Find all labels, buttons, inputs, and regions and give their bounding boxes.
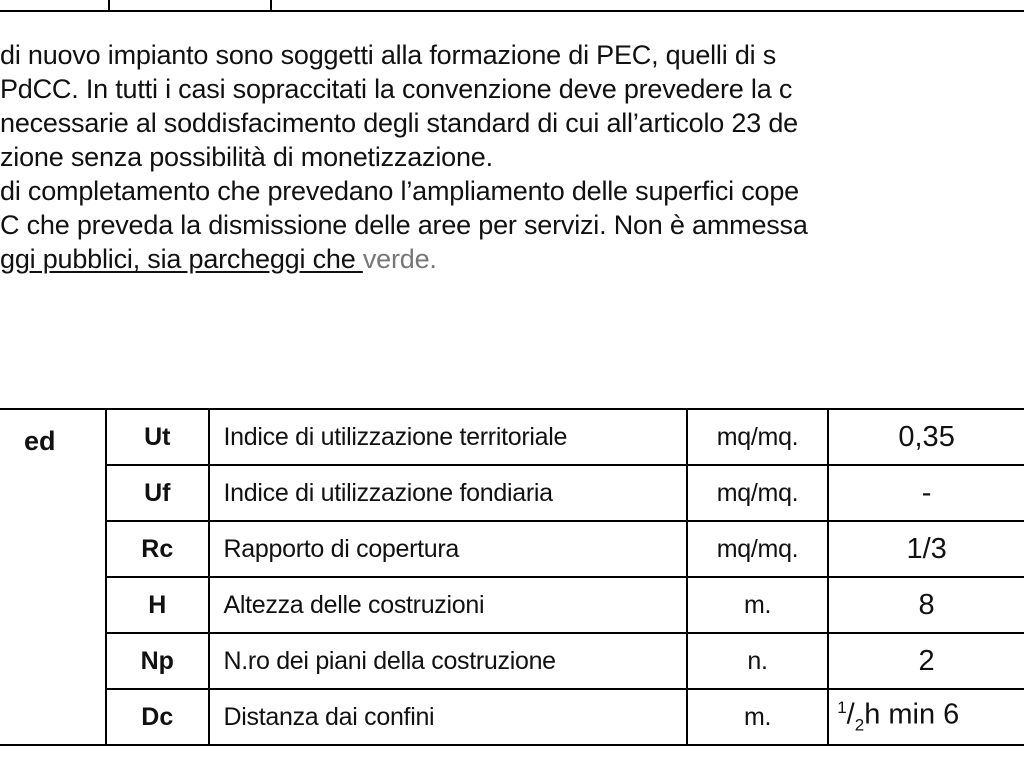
param-description: Rapporto di copertura (209, 521, 687, 577)
param-value: $^1/_2h$ min 6 (828, 689, 1024, 745)
table-row (0, 577, 1024, 633)
paragraph-underlined-text: ggi pubblici, sia parcheggi che (0, 244, 363, 274)
param-symbol: Ut (106, 409, 209, 465)
param-description: Indice di utilizzazione fondiaria (209, 465, 687, 521)
param-value: 8 (828, 577, 1024, 633)
param-unit: m. (687, 577, 828, 633)
group-label: ed (0, 409, 106, 745)
table-row (0, 465, 1024, 521)
paragraph-line: PdCC. In tutti i casi sopraccitati la convenzione deve prevedere la c (0, 74, 793, 104)
table-row (0, 409, 1024, 465)
param-unit: mq/mq. (687, 465, 828, 521)
param-description: Distanza dai confini (209, 689, 687, 745)
fraction-numerator: 1 (837, 698, 847, 718)
fraction-denominator: 2 (854, 715, 865, 735)
param-value: - (828, 465, 1024, 521)
param-symbol: Np (106, 633, 209, 689)
param-unit: mq/mq. (687, 409, 828, 465)
urban-parameters-table (0, 408, 1024, 746)
paragraph-line: di nuovo impianto sono soggetti alla formazione di PEC, quelli di s (0, 40, 777, 70)
paragraph-line: necessarie al soddisfacimento degli standard di cui all’articolo 23 de (0, 108, 798, 138)
table-row (0, 689, 1024, 745)
paragraph-line (0, 242, 1024, 276)
param-unit: n. (687, 633, 828, 689)
param-value: 2 (828, 633, 1024, 689)
param-symbol: Rc (106, 521, 209, 577)
paragraph-line: zione senza possibilità di monetizzazione. (0, 142, 493, 172)
regulation-paragraph (0, 38, 1024, 276)
previous-table-edge (0, 0, 1024, 12)
paragraph-line: C che preveda la dismissione delle aree per servizi. Non è ammessa (0, 210, 808, 240)
param-description: N.ro dei piani della costruzione (209, 633, 687, 689)
param-description: Indice di utilizzazione territoriale (209, 409, 687, 465)
paragraph-line: di completamento che prevedano l’ampliamento delle superfici cope (0, 176, 799, 206)
param-value: 1/3 (828, 521, 1024, 577)
table-row (0, 633, 1024, 689)
table-divider (270, 0, 272, 10)
table-divider (108, 0, 110, 10)
param-symbol: H (106, 577, 209, 633)
value-rest: h min 6 (864, 698, 960, 731)
param-symbol: Uf (106, 465, 209, 521)
param-unit: mq/mq. (687, 521, 828, 577)
param-description: Altezza delle costruzioni (209, 577, 687, 633)
paragraph-tail-text: verde. (362, 244, 437, 274)
table-row (0, 521, 1024, 577)
param-value: 0,35 (828, 409, 1024, 465)
param-symbol: Dc (106, 689, 209, 745)
param-unit: m. (687, 689, 828, 745)
